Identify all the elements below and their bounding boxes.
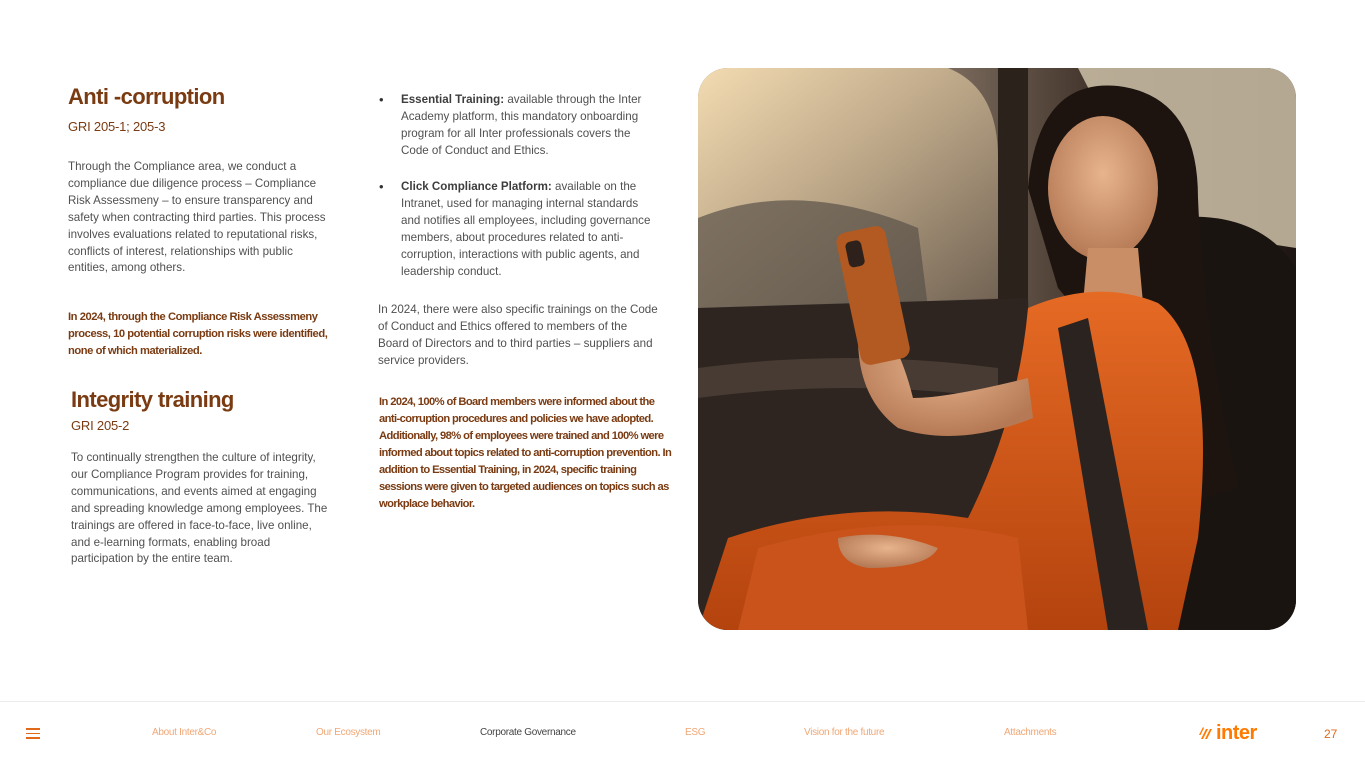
footer-nav-bar	[0, 701, 1365, 769]
inter-logo-text: inter	[1216, 721, 1257, 744]
inter-logo[interactable]	[1199, 722, 1257, 744]
bullet-content	[401, 179, 659, 280]
nav-about[interactable]: About Inter&Co	[152, 727, 217, 738]
bullet-text: available through the Inter Academy platform, this mandatory onboarding program for all Inter professionals covers the Code of Conduct and Ethics.	[401, 93, 642, 157]
bullet-dot: •	[379, 92, 384, 107]
page-number: 27	[1324, 727, 1338, 741]
nav-vision[interactable]: Vision for the future	[804, 727, 885, 738]
anti-corruption-highlight: In 2024, through the Compliance Risk Assessmeny process, 10 potential corruption risks were identified, none of which materialized.	[68, 311, 328, 357]
nav-corporate-governance[interactable]: Corporate Governance	[480, 727, 576, 738]
nav-esg[interactable]: ESG	[685, 727, 706, 738]
bullet-text: available on the Intranet, used for managing internal standards and notifies all employees, including governance members, about procedures related to anti-corruption, interactions with public agents, and leadership conduct.	[401, 180, 651, 278]
integrity-training-body: To continually strengthen the culture of integrity, our Compliance Program provides for training, communications, and events aimed at engaging and spreading knowledge among employees. The trainings are offered in face-to-face, live online, and e-learning formats, enabling broad participation by the entire team.	[71, 451, 328, 566]
bullet-click-compliance	[379, 179, 659, 280]
bullet-label: Essential Training:	[401, 93, 505, 106]
bullet-label: Click Compliance Platform:	[401, 180, 552, 193]
integrity-training-gri: GRI 205-2	[71, 418, 130, 433]
integrity-training-title: Integrity training	[71, 387, 234, 412]
bullet-content	[401, 92, 659, 160]
nav-ecosystem[interactable]: Our Ecosystem	[316, 727, 381, 738]
middle-highlight: In 2024, 100% of Board members were informed about the anti-corruption procedures and policies we have adopted. Additionally, 98% of employees were trained and 100% were informed about topics related to anti-corruption prevention. In addition to Essential Training, in 2024, specific training sessions were given to targeted audiences on topics such as workplace behavior.	[379, 396, 672, 510]
menu-icon[interactable]	[26, 728, 40, 739]
nav-attachments[interactable]: Attachments	[1004, 727, 1057, 738]
bullet-dot: •	[379, 179, 384, 194]
bullet-essential-training	[379, 92, 659, 160]
inter-logo-icon	[1199, 725, 1215, 741]
anti-corruption-title: Anti -corruption	[68, 84, 225, 109]
anti-corruption-gri: GRI 205-1; 205-3	[68, 119, 166, 134]
middle-body: In 2024, there were also specific trainings on the Code of Conduct and Ethics offered to members of the Board of Directors and to third parties – suppliers and service providers.	[378, 303, 658, 367]
woman-in-car-photo	[698, 68, 1296, 630]
anti-corruption-body: Through the Compliance area, we conduct a compliance due diligence process – Compliance Risk Assessmeny – to ensure transparency and safety when contracting third parties. This process involves evaluations related to reputational risks, conflicts of interest, relationships with public entities, among others.	[68, 160, 326, 275]
